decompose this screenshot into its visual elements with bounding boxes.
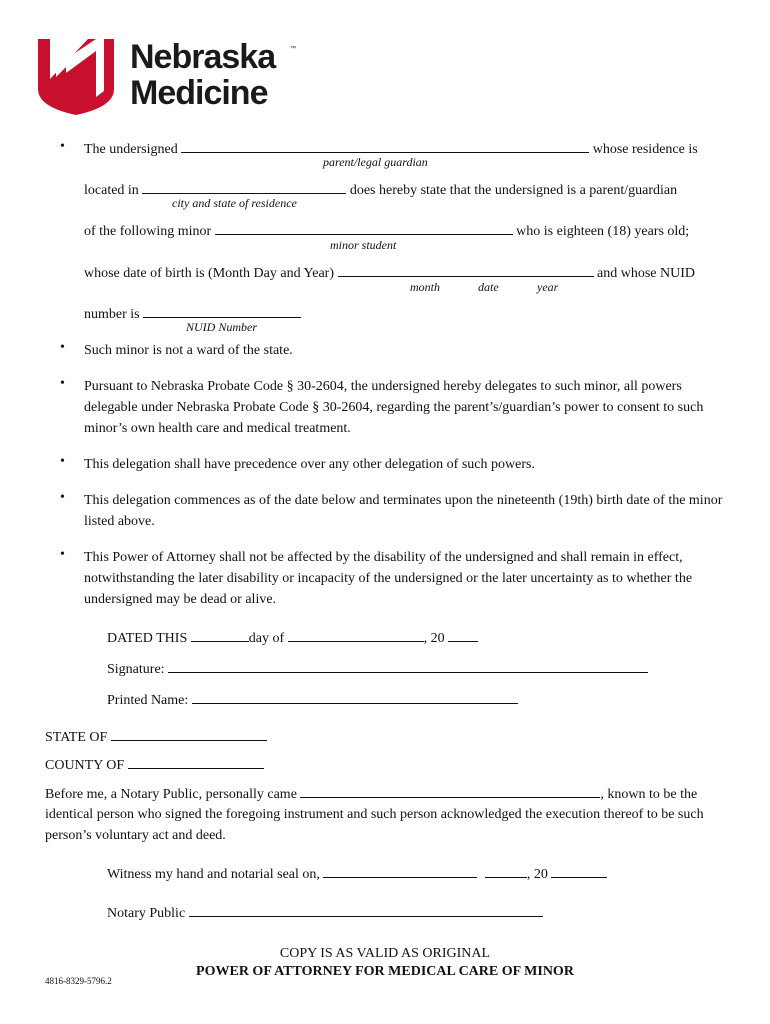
signature-field[interactable] [168,659,648,673]
state-of-line [45,727,267,746]
age-label: who is eighteen (18) years old; [516,224,690,239]
printed-name-line [107,690,518,709]
signature-label: Signature: [107,662,165,677]
signature-line [107,659,648,678]
witness-day-field[interactable] [485,864,527,878]
nuid-caption: NUID Number [186,320,257,334]
nuid-label: and whose NUID [597,266,695,281]
minor-caption: minor student [330,238,397,252]
nuid-field[interactable] [143,304,301,318]
disability-clause: This Power of Attorney shall not be affected by the disability of the undersigned and shall remain in effect, notwithstanding the later disability or incapacity of the undersigned or the later uncertainty as to whether the undersigned may be dead or alive. [84,550,693,607]
minor-name-field[interactable] [215,221,513,235]
trademark-mark: ™ [290,46,296,52]
minor-label: of the following minor [84,224,212,239]
commences-clause: This delegation commences as of the date below and terminates upon the nineteenth (19th) birth date of the minor listed above. [84,493,723,529]
month-field[interactable] [288,628,424,642]
residence-label: whose residence is [592,142,698,157]
dob-line [84,263,695,282]
state-label: does hereby state that the undersigned is a parent/guardian [349,183,678,198]
day-field[interactable] [191,628,249,642]
printed-name-label: Printed Name: [107,693,189,708]
precedence-clause: This delegation shall have precedence over any other delegation of such powers. [84,457,535,472]
located-label: located in [84,183,139,198]
pursuant-clause: Pursuant to Nebraska Probate Code § 30-2604, the undersigned hereby delegates to such minor, all powers delegable under Nebraska Probate Code § 30-2604, regarding the parent’s/guardian’s power to consent to such minor’s own health care and medical treatment. [84,379,704,436]
guardian-caption: parent/legal guardian [323,155,428,169]
notary-person-field[interactable] [300,784,600,798]
known-to-be-label: , known to be the [600,787,698,802]
document-number: 4816-8329-5796.2 [45,976,112,986]
year-caption: year [537,280,559,294]
logo-line-2: Medicine [130,74,268,112]
nebraska-n-shield-icon [36,37,116,117]
notary-signature-field[interactable] [189,903,543,917]
dated-this-label: DATED THIS [107,631,188,646]
county-of-label: COUNTY OF [45,758,125,773]
before-me-line [45,784,697,803]
bullet: • [60,454,65,469]
dob-field[interactable] [338,263,594,277]
witness-line [107,864,607,883]
witness-label: Witness my hand and notarial seal on, [107,867,320,882]
nuid-number-label: number is [84,307,140,322]
year-field[interactable] [448,628,478,642]
witness-year-field[interactable] [551,864,607,878]
witness-date-field[interactable] [323,864,477,878]
county-of-line [45,755,264,774]
guardian-name-field[interactable] [181,139,589,153]
bullet: • [60,340,65,355]
not-ward-clause: Such minor is not a ward of the state. [84,343,293,358]
copy-valid-notice: COPY IS AS VALID AS ORIGINAL [279,946,491,961]
residence-city-field[interactable] [142,180,346,194]
bullet: • [60,547,65,562]
state-of-label: STATE OF [45,730,108,745]
month-caption: month [410,280,440,294]
year-prefix-label: , 20 [423,631,445,646]
undersigned-label: The undersigned [84,142,178,157]
dated-line [107,628,478,647]
dob-label: whose date of birth is (Month Day and Year) [84,266,335,281]
logo-line-1: Nebraska [130,38,276,76]
county-field[interactable] [128,755,264,769]
date-caption: date [478,280,499,294]
before-me-label: Before me, a Notary Public, personally came [45,787,297,802]
form-title: POWER OF ATTORNEY FOR MEDICAL CARE OF MINOR [196,964,574,979]
acknowledgement-text: identical person who signed the foregoing instrument and such person acknowledged the execution thereof to be such person’s voluntary act and deed. [45,807,704,843]
witness-year-prefix: , 20 [526,867,548,882]
notary-public-label: Notary Public [107,906,186,921]
notary-public-line [107,903,543,922]
printed-name-field[interactable] [192,690,518,704]
bullet: • [60,376,65,391]
bullet: • [60,490,65,505]
bullet: • [60,139,65,154]
city-caption: city and state of residence [172,196,297,210]
state-field[interactable] [111,727,267,741]
day-of-label: day of [248,631,285,646]
